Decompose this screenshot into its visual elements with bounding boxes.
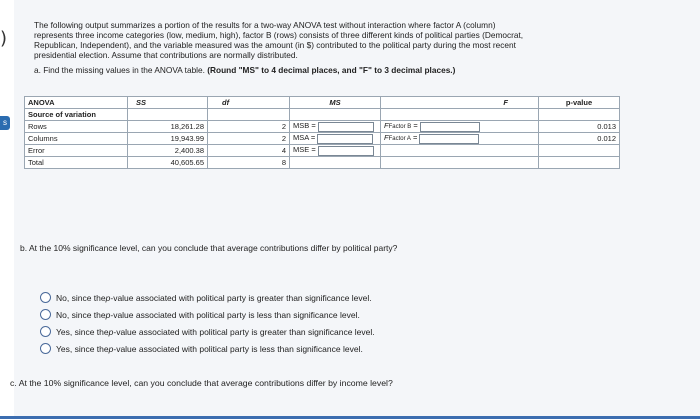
f-equals: = <box>411 121 418 131</box>
part-a-instruction: (Round "MS" to 4 decimal places, and "F" to 3 decimal places.) <box>207 65 456 75</box>
ms-label: MSE = <box>293 145 316 155</box>
option-yes-less[interactable] <box>40 340 375 357</box>
option-post: -value associated with political party is less than significance level. <box>110 309 360 320</box>
header-p-value: p-value <box>539 97 620 109</box>
f-factor-a-input[interactable] <box>419 134 479 144</box>
row-df-cell <box>208 121 290 133</box>
table-cell <box>128 109 208 121</box>
mse-input[interactable] <box>318 146 374 156</box>
option-yes-greater[interactable] <box>40 323 375 340</box>
table-cell <box>290 109 381 121</box>
intro-line-3: Republican, Independent), and the variable measured was the amount (in $) contributed to the political party during the most recent <box>34 40 516 50</box>
table-cell <box>539 157 620 169</box>
intro-line-4: presidential election. Assume that contributions are normally distributed. <box>34 50 298 60</box>
row-p-value: 0.012 <box>539 133 620 145</box>
option-pre: Yes, since the <box>56 326 109 337</box>
ms-label: MSB = <box>293 121 316 131</box>
row-f-cell <box>381 133 539 145</box>
option-post: -value associated with political party is less than significance level. <box>113 343 363 354</box>
part-b-options <box>40 289 375 357</box>
row-df: 2 <box>281 122 286 131</box>
option-pre: No, since the <box>56 309 106 320</box>
row-df: 4 <box>281 146 286 155</box>
row-ms-cell <box>290 133 381 145</box>
row-df-cell <box>208 133 290 145</box>
table-cell <box>381 145 539 157</box>
option-post: -value associated with political party is greater than significance level. <box>110 292 372 303</box>
problem-statement <box>34 20 674 60</box>
row-ms-cell <box>290 121 381 133</box>
table-cell <box>381 157 539 169</box>
header-f: F <box>381 97 539 109</box>
option-pre: Yes, since the <box>56 343 109 354</box>
anova-title-row <box>25 97 620 109</box>
f-subscript: Factor A <box>388 136 411 143</box>
option-no-greater[interactable] <box>40 289 375 306</box>
anova-table <box>24 96 620 169</box>
anova-subheader-row <box>25 109 620 121</box>
table-cell <box>381 109 539 121</box>
row-df-cell <box>208 157 290 169</box>
header-df: df <box>208 97 290 109</box>
row-f-cell <box>381 121 539 133</box>
option-p: p <box>108 343 114 354</box>
radio-button[interactable] <box>40 343 51 354</box>
row-ss: 19,943.99 <box>128 133 208 145</box>
f-subscript: Factor B <box>388 124 412 131</box>
table-cell <box>290 157 381 169</box>
ms-label: MSA = <box>293 133 316 143</box>
f-label: F <box>384 133 389 143</box>
f-equals: = <box>410 133 418 143</box>
header-source: Source of variation <box>25 109 128 121</box>
previous-panel-edge: ) <box>0 28 8 49</box>
msb-input[interactable] <box>318 122 374 132</box>
table-row <box>25 133 620 145</box>
radio-button[interactable] <box>40 309 51 320</box>
table-cell <box>208 109 290 121</box>
row-ss: 2,400.38 <box>128 145 208 157</box>
part-a-prefix: a. Find the missing values in the ANOVA table. <box>34 65 205 75</box>
table-cell <box>539 109 620 121</box>
row-ss: 40,605.65 <box>128 157 208 169</box>
row-source: Total <box>25 157 128 169</box>
table-row <box>25 157 620 169</box>
part-b-question: b. At the 10% significance level, can you conclude that average contributions differ by political party? <box>20 243 398 253</box>
option-no-less[interactable] <box>40 306 375 323</box>
radio-button[interactable] <box>40 326 51 337</box>
intro-line-1: The following output summarizes a portion of the results for a two-way ANOVA test without interaction where factor A (column) <box>34 20 496 30</box>
row-ss: 18,261.28 <box>128 121 208 133</box>
option-p: p <box>108 326 114 337</box>
row-source: Columns <box>25 133 128 145</box>
f-factor-b-input[interactable] <box>420 122 480 132</box>
option-p: p <box>105 292 111 303</box>
msa-input[interactable] <box>317 134 373 144</box>
table-cell <box>539 145 620 157</box>
row-df: 2 <box>281 134 286 143</box>
part-a-question <box>34 65 455 75</box>
row-ms-cell <box>290 145 381 157</box>
table-row <box>25 121 620 133</box>
header-ms: MS <box>290 97 381 109</box>
option-post: -value associated with political party is greater than significance level. <box>113 326 375 337</box>
f-label: F <box>384 121 389 131</box>
row-p-value: 0.013 <box>539 121 620 133</box>
left-margin <box>0 0 14 419</box>
row-df: 8 <box>281 158 286 167</box>
option-pre: No, since the <box>56 292 106 303</box>
intro-line-2: represents three income categories (low, medium, high), factor B (rows) consists of three different kinds of political parties (Democrat, <box>34 30 524 40</box>
row-source: Error <box>25 145 128 157</box>
anova-title: ANOVA <box>25 97 128 109</box>
row-df-cell <box>208 145 290 157</box>
header-ss: SS <box>128 97 208 109</box>
option-p: p <box>105 309 111 320</box>
part-c-question: c. At the 10% significance level, can you conclude that average contributions differ by income level? <box>10 378 393 388</box>
question-nav-badge[interactable]: s <box>0 116 10 130</box>
radio-button[interactable] <box>40 292 51 303</box>
table-row <box>25 145 620 157</box>
row-source: Rows <box>25 121 128 133</box>
